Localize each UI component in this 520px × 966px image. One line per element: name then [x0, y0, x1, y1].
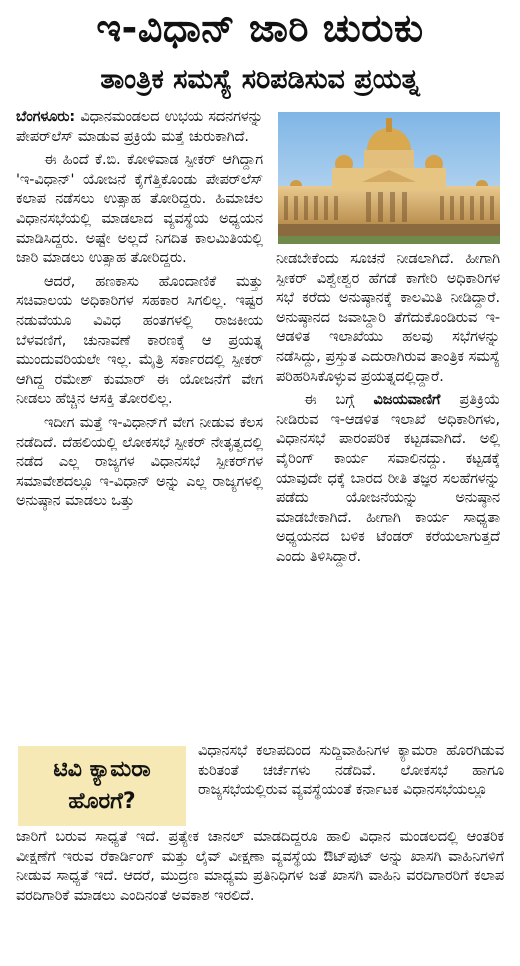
paragraph: ವಿಧಾನಮಂಡಲದ ಉಭಯ ಸದನಗಳನ್ನು ಪೇಪರ್‌ಲೆಸ್ ಮಾಡುವ ಪ್ರಕ್ರಿಯೆ ಮತ್ತೆ ಚುರುಕಾಗಿದೆ.: [16, 109, 263, 145]
paragraph-lead: ಈ ಬಗ್ಗೆ: [304, 392, 355, 409]
paragraph: ಈ ಹಿಂದೆ ಕೆ.ಬಿ. ಕೋಳಿವಾಡ ಸ್ಪೀಕರ್ ಆಗಿದ್ದಾಗ 'ಇ-ವಿಧಾನ್' ಯೋಜನೆ ಕೈಗೆತ್ತಿಕೊಂಡು ಪೇಪರ್‌ಲೆಸ್ ಕಲಾಪ ನಡೆಸಲು ಉತ್ಸಾಹ ತೋರಿದ್ದರು. ಹಿಮಾಚಲ ವಿಧಾನಸಭೆಯಲ್ಲಿ ಮಾಡಲಾದ ವ್ಯವಸ್ಥೆಯ ಅಧ್ಯಯನ ಮಾಡಿಸಿದ್ದರು. ಅಷ್ಟೇ ಅಲ್ಲದೆ ನಿಗದಿತ ಕಾಲಮಿತಿಯಲ್ಲಿ ಜಾರಿ ಮಾಡಲು ಉತ್ಸಾಹ ತೋರಿದ್ದರು.: [16, 152, 263, 267]
sidebar-text-top: ವಿಧಾನಸಭೆ ಕಲಾಪದಿಂದ ಸುದ್ದಿವಾಹಿನಿಗಳ ಕ್ಯಾಮರಾ ಹೊರಗಿಡುವ ಕುರಿತಂತೆ ಚರ್ಚೆಗಳು ನಡೆದಿವೆ. ಲೋಕಸಭೆ ಹಾಗೂ ರಾಜ್ಯಸಭೆಯಲ್ಲಿರುವ ವ್ಯವಸ್ಥೆಯಂತೆ ಕರ್ನಾಟಕ ವಿಧಾನಸಭೆಯಲ್ಲೂ: [198, 743, 504, 799]
article-column-2: [276, 250, 500, 738]
paragraph: ಇದೀಗ ಮತ್ತೆ ಇ-ವಿಧಾನ್‌ಗೆ ವೇಗ ನೀಡುವ ಕೆಲಸ ನಡೆದಿದೆ. ದೆಹಲಿಯಲ್ಲಿ ಲೋಕಸಭೆ ಸ್ಪೀಕರ್ ನೇತೃತ್ವದಲ್ಲಿ ನಡೆದ ಎಲ್ಲ ರಾಜ್ಯಗಳ ವಿಧಾನಸಭೆ ಸ್ಪೀಕರ್‌ಗಳ ಸಮಾವೇಶದಲ್ಲೂ ಇ-ವಿಧಾನ್ ಅನ್ನು ಎಲ್ಲ ರಾಜ್ಯಗಳಲ್ಲಿ ಅನುಷ್ಠಾನ ಮಾಡಲು ಒತ್ತು: [16, 414, 263, 510]
article-column-1: [16, 108, 263, 740]
paragraph: ಪ್ರತಿಕ್ರಿಯೆ ನೀಡಿರುವ ಇ-ಆಡಳಿತ ಇಲಾಖೆ ಅಧಿಕಾರಿಗಳು, ವಿಧಾನಸಭೆ ಪಾರಂಪರಿಕ ಕಟ್ಟಡವಾಗಿದೆ. ಅಲ್ಲಿ ವೈರಿಂಗ್ ಕಾರ್ಯ ಸವಾಲಿನದ್ದು. ಕಟ್ಟಡಕ್ಕೆ ಯಾವುದೇ ಧಕ್ಕೆ ಬಾರದ ರೀತಿ ತಜ್ಞರ ಸಲಹೆಗಳನ್ನು ಪಡೆದು ಯೋಜನೆಯನ್ನು ಅನುಷ್ಠಾನ ಮಾಡಬೇಕಾಗಿದೆ. ಹೀಗಾಗಿ ಕಾರ್ಯ ಸಾಧ್ಯತಾ ಅಧ್ಯಯನದ ಬಳಿಕ ಟೆಂಡರ್ ಕರೆಯಲಾಗುತ್ತದೆ ಎಂದು ತಿಳಿಸಿದ್ದಾರೆ.: [276, 392, 500, 565]
sidebar-text-bottom: ಜಾರಿಗೆ ಬರುವ ಸಾಧ್ಯತೆ ಇದೆ. ಪ್ರತ್ಯೇಕ ಚಾನಲ್ ಮಾಡದಿದ್ದರೂ ಹಾಲಿ ವಿಧಾನ ಮಂಡಲದಲ್ಲಿ ಆಂತರಿಕ ವೀಕ್ಷಣೆಗೆ ಇರುವ ರೆಕಾರ್ಡಿಂಗ್ ಮತ್ತು ಲೈವ್ ವೀಕ್ಷಣಾ ವ್ಯವಸ್ಥೆಯ ಔಟ್‌ಪುಟ್ ಅನ್ನು ಖಾಸಗಿ ವಾಹಿನಿಗಳಿಗೆ ನೀಡುವ ಸಾಧ್ಯತೆ ಇದೆ. ಆದರೆ, ಮುದ್ರಣ ಮಾಧ್ಯಮ ಪ್ರತಿನಿಧಿಗಳ ಜತೆ ಖಾಸಗಿ ವಾಹಿನಿ ವರದಿಗಾರರಿಗೆ ಕಲಾಪ ವರದಿಗಾರಿಕೆ ಮಾಡಲು ಎಂದಿನಂತೆ ಅವಕಾಶ ಇರಲಿದೆ.: [16, 829, 504, 904]
newspaper-name: ವಿಜಯವಾಣಿಗೆ: [373, 392, 441, 409]
vidhana-soudha-photo: [278, 112, 500, 244]
sidebar-heading: ಟಿವಿ ಕ್ಯಾಮರಾ ಹೊರಗೆ?: [18, 746, 186, 826]
headline: ಇ-ವಿಧಾನ್ ಜಾರಿ ಚುರುಕು: [96, 6, 424, 50]
paragraph: ನೀಡಬೇಕೆಂದು ಸೂಚನೆ ನೀಡಲಾಗಿದೆ. ಹೀಗಾಗಿ ಸ್ಪೀಕರ್ ವಿಶ್ವೇಶ್ವರ ಹೆಗಡೆ ಕಾಗೇರಿ ಅಧಿಕಾರಿಗಳ ಸಭೆ ಕರೆದು ಅನುಷ್ಠಾನಕ್ಕೆ ಕಾಲಮಿತಿ ನೀಡಿದ್ದಾರೆ. ಅನುಷ್ಠಾನದ ಜವಾಬ್ದಾರಿ ತೆಗೆದುಕೊಂಡಿರುವ ಇ-ಆಡಳಿತ ಇಲಾಖೆಯು ಹಲವು ಸಭೆಗಳನ್ನು ನಡೆಸಿದ್ದು, ಪ್ರಸ್ತುತ ಎದುರಾಗಿರುವ ತಾಂತ್ರಿಕ ಸಮಸ್ಯೆ ಪರಿಹರಿಸಿಕೊಳ್ಳುವ ಪ್ರಯತ್ನದಲ್ಲಿದ್ದಾರೆ.: [276, 251, 500, 385]
subheadline: ತಾಂತ್ರಿಕ ಸಮಸ್ಯೆ ಸರಿಪಡಿಸುವ ಪ್ರಯತ್ನ: [100, 64, 420, 95]
dateline: ಬೆಂಗಳೂರು:: [16, 109, 76, 125]
paragraph: ಆದರೆ, ಹಣಕಾಸು ಹೊಂದಾಣಿಕೆ ಮತ್ತು ಸಚಿವಾಲಯ ಅಧಿಕಾರಿಗಳ ಸಹಕಾರ ಸಿಗಲಿಲ್ಲ. ಇಷ್ಟರ ನಡುವೆಯೂ ವಿವಿಧ ಹಂತಗಳಲ್ಲಿ ರಾಜಕೀಯ ಬೆಳವಣಿಗೆ, ಚುನಾವಣೆ ಕಾರಣಕ್ಕೆ ಆ ಪ್ರಯತ್ನ ಮುಂದುವರಿಯಲೇ ಇಲ್ಲ. ಮೈತ್ರಿ ಸರ್ಕಾರದಲ್ಲಿ ಸ್ಪೀಕರ್ ಆಗಿದ್ದ ರಮೇಶ್ ಕುಮಾರ್ ಈ ಯೋಜನೆಗೆ ವೇಗ ನೀಡಲು ಹೆಚ್ಚಿನ ಆಸಕ್ತಿ ತೋರಲಿಲ್ಲ.: [16, 273, 263, 408]
